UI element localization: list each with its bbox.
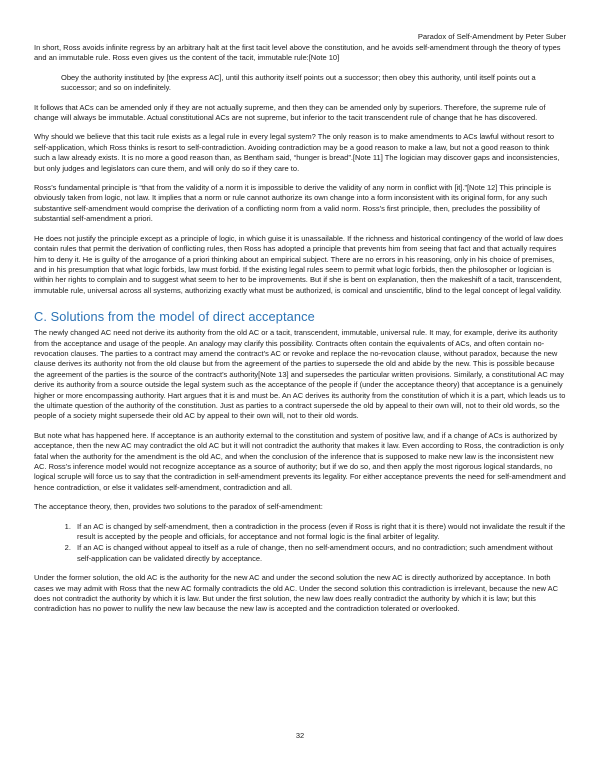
paragraph-no-justify: He does not justify the principle except as a principle of logic, in which guise it is unassailable. If the richness and historical contingency of the world of law does contain rules that permit the derivation of conflicting rules, then Ross has adopted a principle that prevents him from seeing that fact and that actually requires him to deny it. He is guilty of the arrogance of a priori thinking about an empirical subject. There are no errors in his reasoning, only in his choice of premises, and in his presumption that what logic forbids, law must forbid. If the existing legal rules seem to permit what logic forbids, then the philosopher or logician is within her rights to complain and to suggest what seem to her to be improvements. But if she is bent on explanation, then the makeshift of a tacit, transcendent, immutable rule, universal across all systems, authorizing exactly what must be authorized, is comical and unscientific, blind to the legal concept of legal validity.	[34, 233, 564, 295]
paragraph-two-solutions-lead: The acceptance theory, then, provides two solutions to the paradox of self-amendment:	[34, 502, 323, 512]
paragraph-intro: In short, Ross avoids infinite regress by an arbitrary halt at the first tacit level above the constitution, and he avoids self-amendment through the theory of types and an immutable rule. Ross even gives us the content of the tacit, immutable rule:[Note 10]	[34, 43, 561, 63]
paragraph-why-believe: Why should we believe that this tacit rule exists as a legal rule in every legal system? The only reason is to make amendments to ACs lawful without resort to self-application, which Ross thinks is resort to self-contradiction. Avoiding contradiction may be a good reason to make a law, but not a good reason to think such a law already exists. It is no more a good reason than, as Bentham said, “hunger is bread”.[Note 11] The logician may discover gaps and inconsistencies, but only judges and legislators can cure them, and will only do so if they care to.	[34, 132, 560, 173]
running-header: Paradox of Self-Amendment by Peter Suber	[417, 32, 566, 41]
paragraph-former-solution: Under the former solution, the old AC is the authority for the new AC and under the second solution the new AC is directly authorized by acceptance. In both cases we may admit with Ross that the new AC formally contradicts the old AC. Under the second solution this contradiction is irrelevant, because the new AC does not contradict the authority by which it is law. But under the first solution, the new law does really contradict the authority by which it is law; but this contradiction has no power to nullify the new law because the new law is accepted and the contradiction tolerated or overlooked.	[34, 573, 559, 614]
solutions-list	[58, 522, 566, 565]
section-heading-direct-acceptance: C. Solutions from the model of direct acceptance	[34, 309, 315, 325]
paragraph-fundamental-principle: Ross’s fundamental principle is “that from the validity of a norm it is impossible to derive the validity of any norm in conflict with [it].”[Note 12] This principle is obviously taken from logic, not law. It implies that a norm or rule cannot authorize its own change into a form inconsistent with its original form, for any such substantive self-amendment would comprise the derivation of a conflicting norm from a valid norm. Ross’s first principle, then, precludes the possibility of substantial self-amendment a priori.	[34, 183, 552, 224]
list-item-solution-2: 2. If an AC is changed without appeal to itself as a rule of change, then no self-amendment occurs, and no contradiction; such amendment without self-application can be validated directly by acceptance.	[73, 543, 566, 564]
blockquote-immutable-rule: Obey the authority instituted by [the express AC], until this authority itself points out a successor; then obey this authority, until itself points out a successor; and so on indefinitely.	[61, 72, 536, 93]
paragraph-it-follows: It follows that ACs can be amended only if they are not actually supreme, and then they can be amended only by superiors. Therefore, the supreme rule of change will always be immutable. Actual constitutional ACs are not supreme, but inferior to the tacit transcendent rule of change that he has discovered.	[34, 102, 546, 123]
list-item-solution-1: 1. If an AC is changed by self-amendment, then a contradiction in the process (even if Ross is right that it is there) would not invalidate the result if the result is accepted by the people and officials, for acceptance and not formal logic is the final arbiter of legality.	[73, 522, 566, 543]
paragraph-newly-changed-ac: The newly changed AC need not derive its authority from the old AC or a tacit, transcendent, immutable, universal rule. It may, for example, derive its authority from the acceptance and usage of the people. An analogy may clarify this possibility. Contracts often contain the equivalents of ACs, and often contain no-revocation clauses. The parties to a contract may amend the contract’s AC or revoke and replace the no-revocation clause, without paradox, because the new clause derives its authority not from the old clause but from the agreement of the parties to supersede the old and abide by the new. This is possible because the agreement of the parties is the source of the contract’s authority[Note 13] and supersedes the particular written provisions. Similarly, a constitutional AC may derive its authority from a source outside the legal system such as the acceptance of the people if (under the acceptance theory) that acceptance is a genuinely higher or more encompassing authority. Hart argues that it is and must be. An AC derives its authority from the constitution of which it is a part, which leads us to the ultimate question of the authority of the constitution. Just as parties to a contract supersede the old by appeal to their own will, not to their old words, so the people of a society might supersede their old AC by appeal to their own will, not to their old words.	[34, 328, 566, 421]
paragraph-but-note: But note what has happened here. If acceptance is an authority external to the constitution and system of positive law, and if a change of ACs is authorized by acceptance, then the new AC may contradict the old AC but it will not contradict the authority that makes it law. Even according to Ross, the contradiction is only fatal when the authority for the amendment is the old AC, and when the conclusion of the inference that is supposed to make new law is the inconsistent new AC. Ross’s inference model would not recognize acceptance as a source of authority; but if we do so, and then apply the most rigorous logical standards, no logical scruple will force us to say that the contradiction in self-amendment prevents its legality. For either acceptance prevents the need for self-amendment and hence contradiction, or else it validates self-amendment, contradiction and all.	[34, 430, 566, 492]
page-number: 32	[295, 731, 305, 740]
